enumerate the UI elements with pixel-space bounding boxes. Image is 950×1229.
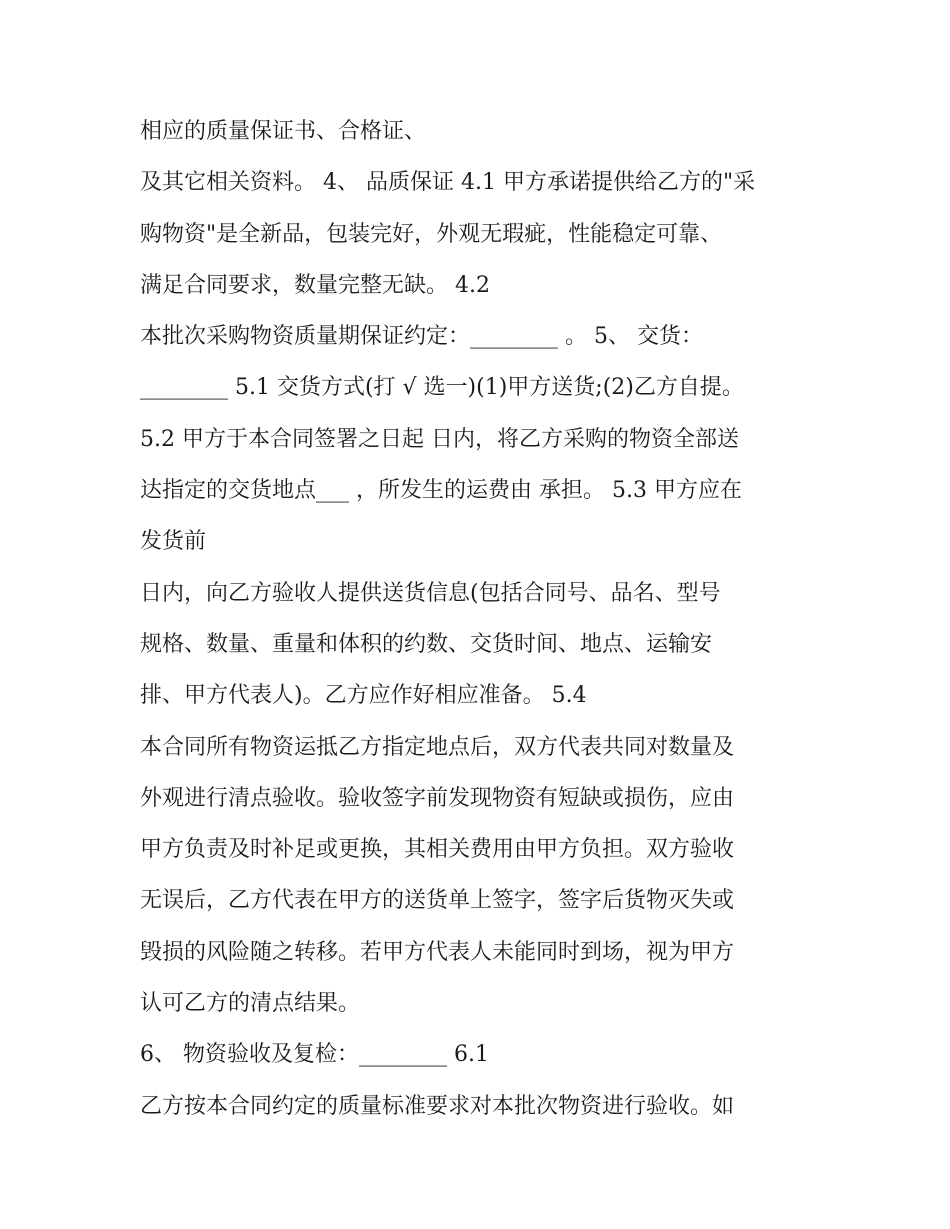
text-line: 发货前 [140,529,207,555]
text-line: 满足合同要求，数量完整无缺。 4.2 [140,272,490,298]
text-line: 排、甲方代表人)。乙方应作好相应准备。 5.4 [140,683,587,709]
text-line: 认可乙方的清点结果。 [140,991,361,1017]
text-line: 购物资"是全新品，包装完好，外观无瑕疵，性能稳定可靠、 [140,221,723,247]
text-line: 外观进行清点验收。验收签字前发现物资有短缺或损伤，应由 [140,785,735,811]
text-line: ________ 5.1 交货方式(打 √ 选一)(1)甲方送货;(2)乙方自提。 [140,375,744,401]
text-line: 本合同所有物资运抵乙方指定地点后，双方代表共同对数量及 [140,734,735,760]
text-line: 及其它相关资料。 4、 品质保证 4.1 甲方承诺提供给乙方的"采 [140,170,756,196]
text-line: 乙方按本合同约定的质量标准要求对本批次物资进行验收。如 [140,1093,735,1119]
text-line: 相应的质量保证书、合格证、 [140,119,427,144]
text-line: 6、 物资验收及复检：________ 6.1 [140,1042,489,1068]
text-line: 无误后，乙方代表在甲方的送货单上签字，签字后货物灭失或 [140,888,735,914]
text-line: 5.2 甲方于本合同签署之日起 日内，将乙方采购的物资全部送 [140,426,739,452]
contract-text [140,106,830,1132]
text-line: 规格、数量、重量和体积的约数、交货时间、地点、运输安 [140,631,713,657]
text-line: 本批次采购物资质量期保证约定：________ 。 5、 交货： [140,324,703,350]
text-line: 达指定的交货地点___ ，所发生的运费由 承担。 5.3 甲方应在 [140,478,742,504]
text-line: 毁损的风险随之转移。若甲方代表人未能同时到场，视为甲方 [140,939,735,965]
text-line: 日内，向乙方验收人提供送货信息(包括合同号、品名、型号 [140,580,721,606]
text-line: 甲方负责及时补足或更换，其相关费用由甲方负担。双方验收 [140,837,735,863]
